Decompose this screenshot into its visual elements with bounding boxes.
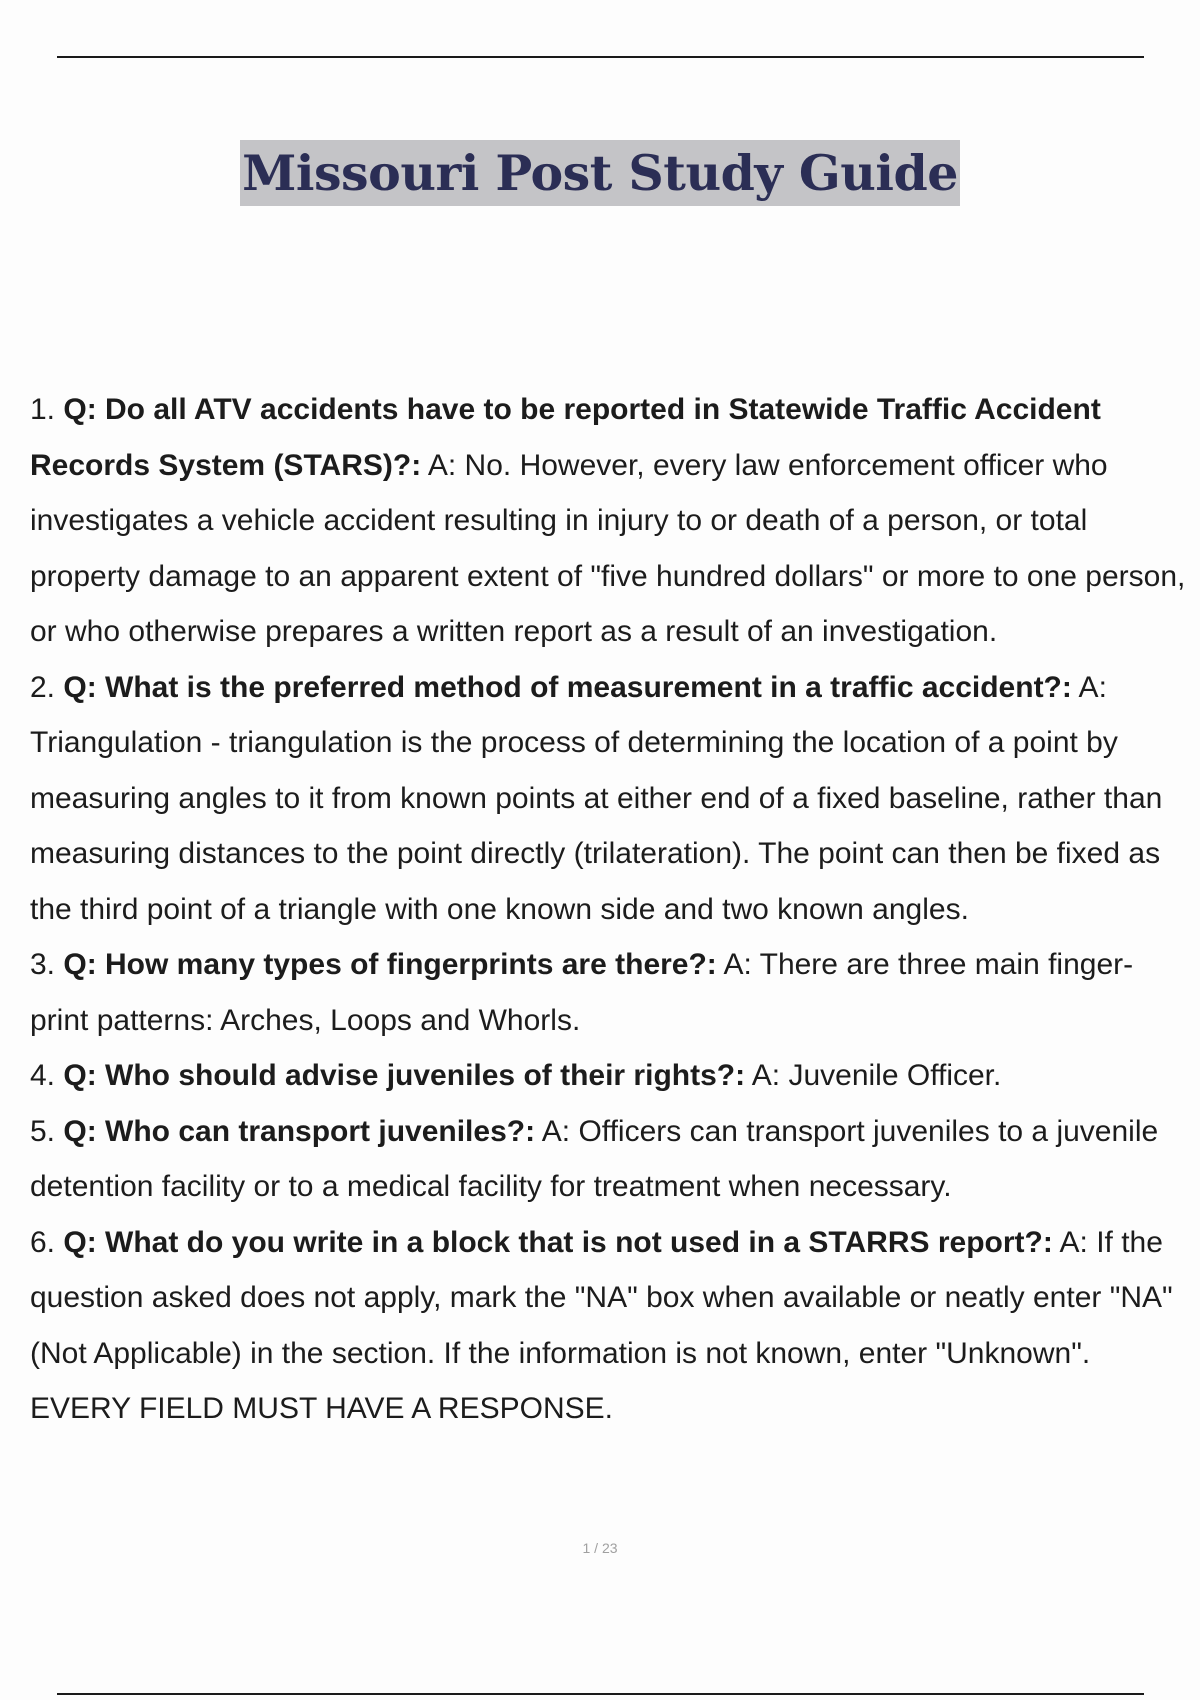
answer-text: A: Officers can transport juveniles to a juvenile detention facility or to a medical facility for treatment when necessary. (30, 1114, 1159, 1203)
answer-text: A: If the question asked does not apply, mark the "NA" box when available or neatly enter "NA" (Not Applicable) in the section. If the information is not known, enter "Unknown". EVERY FIELD MUST HAVE A RESPONSE. (30, 1225, 1173, 1425)
question-item (30, 660, 1190, 938)
title-container (0, 140, 1200, 206)
item-number: 2. (30, 670, 64, 704)
question-item (30, 1215, 1190, 1437)
page-title: Missouri Post Study Guide (240, 140, 960, 206)
question-item (30, 1048, 1190, 1104)
question-text: Q: What do you write in a block that is not used in a STARRS report?: (63, 1225, 1053, 1259)
answer-text: A: No. However, every law enforcement officer who investigates a vehicle accident resulting in injury to or death of a person, or total property damage to an apparent extent of "five hundred dollars" or more to one person, or who otherwise prepares a written report as a result of an investigation. (30, 448, 1186, 648)
question-text: Q: Who can transport juveniles?: (63, 1114, 536, 1148)
question-text: Q: Do all ATV accidents have to be reported in Statewide Traffic Accident Records System (STARS)?: (30, 393, 1101, 482)
question-item (30, 937, 1190, 1048)
answer-text: A: Juvenile Officer. (745, 1059, 1002, 1092)
top-divider (57, 56, 1144, 58)
question-text: Q: Who should advise juveniles of their rights?: (63, 1059, 746, 1092)
question-item (30, 1104, 1190, 1215)
question-text: Q: How many types of fingerprints are there?: (63, 948, 717, 981)
page-number: 1 / 23 (582, 1540, 618, 1556)
answer-text: A: Triangulation - triangulation is the process of determining the location of a point by measuring angles to it from known points at either end of a fixed baseline, rather than measuring distances to the point directly (trilateration). The point can then be fixed as the third point of a triangle with one known side and two known angles. (30, 670, 1163, 926)
item-number: 3. (30, 948, 64, 981)
question-list (30, 382, 1190, 1437)
item-number: 5. (30, 1114, 64, 1148)
item-number: 1. (30, 393, 64, 426)
question-item (30, 382, 1190, 660)
answer-text: A: There are three main finger- print patterns: Arches, Loops and Whorls. (30, 948, 1134, 1037)
question-text: Q: What is the preferred method of measurement in a traffic accident?: (63, 670, 1072, 704)
item-number: 6. (30, 1225, 64, 1259)
bottom-divider (57, 1693, 1144, 1695)
item-number: 4. (30, 1059, 64, 1092)
